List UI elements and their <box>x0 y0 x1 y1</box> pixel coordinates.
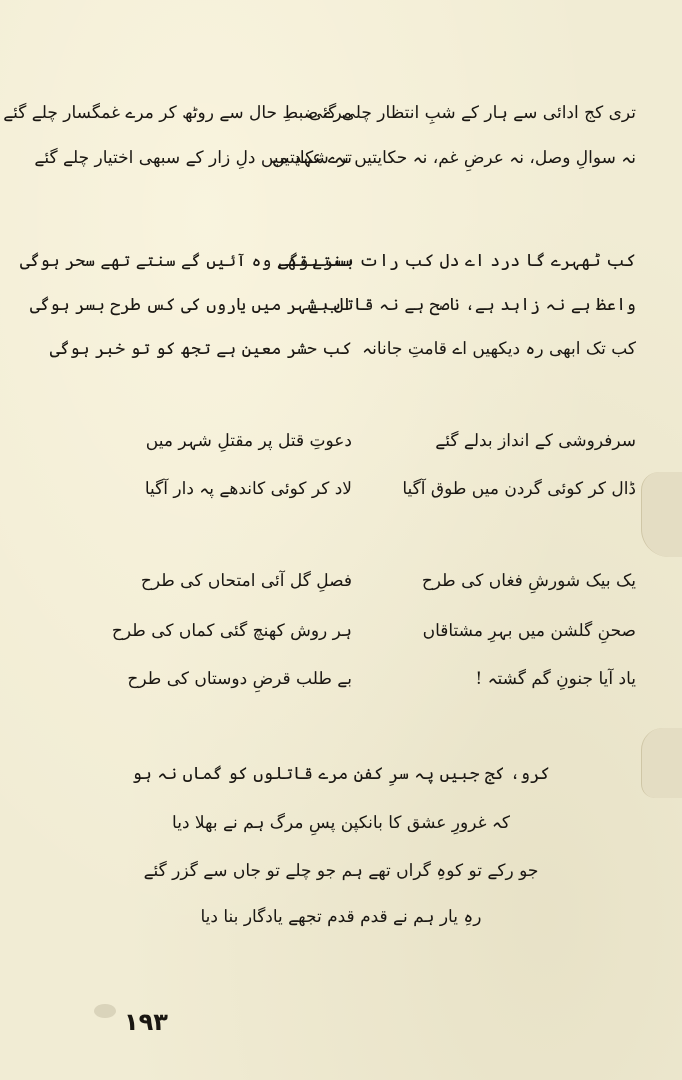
poem-line: نہ سوالِ وصل، نہ عرضِ غم، نہ حکایتیں نہ شکایتیں <box>271 148 636 168</box>
poem-line: اب شہر میں یاروں کی کس طرح بسر ہوگی <box>29 295 352 315</box>
poem-line: فصلِ گل آئی امتحاں کی طرح <box>140 571 352 591</box>
page-number: ۱۹۳ <box>124 1008 168 1036</box>
poem-line: کب حشر معین ہے تجھ کو تو خبر ہوگی <box>49 339 352 359</box>
poem-line: لاد کر کوئی کاندھے پہ دار آگیا <box>144 479 352 499</box>
poem-line: تری کج ادائی سے ہار کے شبِ انتظار چلی گئی <box>308 103 636 123</box>
poem-line: بے طلب قرضِ دوستاں کی طرح <box>127 669 352 689</box>
poem-line: کرو، کج جبیں پہ سرِ کفن مرے قاتلوں کو گماں نہ ہو <box>131 764 551 784</box>
poem-line: دعوتِ قتل پر مقتلِ شہر میں <box>145 431 352 451</box>
poem-line: یاد آیا جنونِ گم گشتہ ! <box>475 669 636 689</box>
poem-line: جو رکے تو کوہِ گراں تھے ہم جو چلے تو جاں سے گزر گئے <box>143 861 539 881</box>
poem-line: کب ٹھہرے گا درد اے دل کب رات بسر ہوگی <box>278 251 636 271</box>
poem-line: مرے ضبطِ حال سے روٹھ کر مرے غمگسار چلے گئے <box>3 103 352 123</box>
poem-line: ترے عہد میں دلِ زار کے سبھی اختیار چلے گئے <box>34 148 352 168</box>
poem-line: رہِ یار ہم نے قدم قدم تجھے یادگار بنا دیا <box>200 907 482 927</box>
poem-line: واعظ ہے نہ زاہد ہے، ناصح ہے نہ قاتل ہے <box>308 295 636 315</box>
poem-line: کہ غرورِ عشق کا بانکپن پسِ مرگ ہم نے بھلا دیا <box>172 813 510 833</box>
poem-line: سنتے تھے وہ آئیں گے سنتے تھے سحر ہوگی <box>19 251 352 271</box>
poem-line: صحنِ گلشن میں بہرِ مشتاقاں <box>422 621 636 641</box>
poem-line: سرفروشی کے انداز بدلے گئے <box>435 431 636 451</box>
ink-smudge <box>94 1004 116 1018</box>
poem-line: یک بیک شورشِ فغاں کی طرح <box>421 571 636 591</box>
poem-line: ڈال کر کوئی گردن میں طوق آگیا <box>402 479 636 499</box>
poem-line: ہر روش کھنچ گئی کماں کی طرح <box>111 621 352 641</box>
poem-line: کب تک ابھی رہ دیکھیں اے قامتِ جانانہ <box>362 339 636 359</box>
torn-edge <box>641 472 682 557</box>
